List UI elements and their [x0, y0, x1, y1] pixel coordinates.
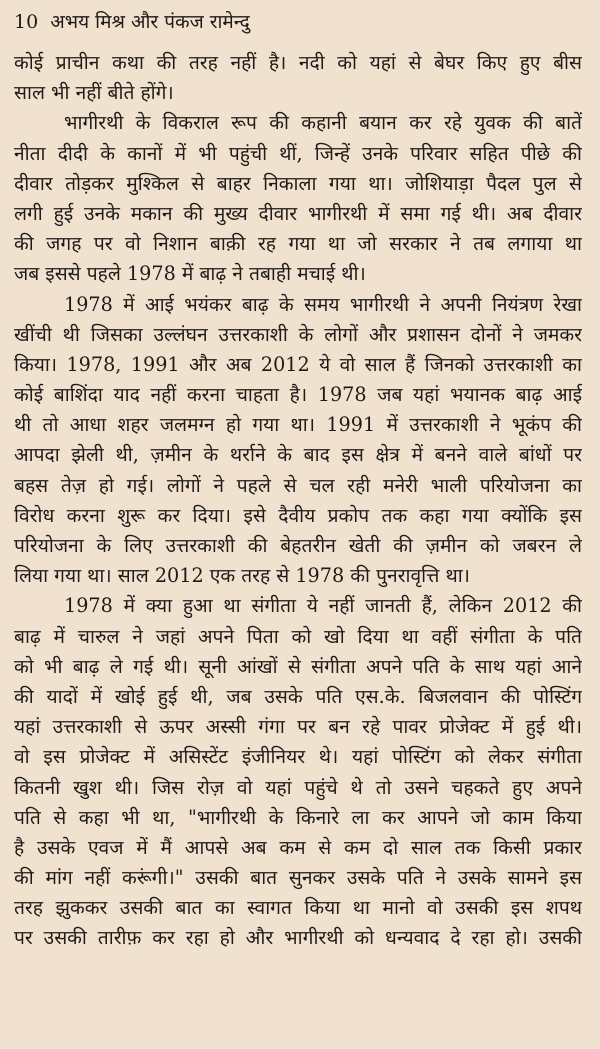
text-line: बाढ़ में चारुल ने जहां अपने पिता को खो दिया था वहीं संगीता के पति	[14, 624, 582, 648]
text-line: लगी हुई उनके मकान की मुख्य दीवार भागीरथी में समा गई थी। अब दीवार	[14, 201, 582, 225]
text-line: की यादों में खोई हुई थी, जब उसके पति एस.के. बिजलवान की पोस्टिंग	[14, 684, 582, 708]
text-line: भागीरथी के विकराल रूप की कहानी बयान कर रहे युवक की बातें	[64, 111, 582, 135]
text-line: नीता दीदी के कानों में भी पहुंची थीं, जिन्हें उनके परिवार सहित पीछे की	[14, 141, 582, 165]
text-line: है उसके एवज में मैं आपसे अब कम से कम दो साल तक किसी प्रकार	[14, 835, 582, 859]
text-line: 1978 में आई भयंकर बाढ़ के समय भागीरथी ने अपनी नियंत्रण रेखा	[64, 292, 582, 316]
text-line: की मांग नहीं करूंगी।" उसकी बात सुनकर उसके पति ने उसके सामने इस	[14, 866, 582, 890]
text-line: कोई प्राचीन कथा की तरह नहीं है। नदी को यहां से बेघर किए हुए बीस	[14, 51, 582, 74]
text-line: किया। 1978, 1991 और अब 2012 ये वो साल हैं जिनको उत्तरकाशी का	[14, 352, 582, 376]
body-text	[14, 48, 582, 954]
text-line: विरोध करना शुरू कर दिया। इसे दैवीय प्रकोप तक कहा गया क्योंकि इस	[14, 503, 582, 527]
text-line: परियोजना के लिए उत्तरकाशी की बेहतरीन खेती की ज़मीन को जबरन ले	[14, 534, 582, 557]
running-header	[14, 8, 582, 48]
text-line: पर उसकी तारीफ़ कर रहा हो और भागीरथी को धन्यवाद दे रहा हो। उसकी	[14, 926, 582, 950]
page-number: 10	[14, 11, 39, 33]
text-line: लिया गया था। साल 2012 एक तरह से 1978 की पुनरावृत्ति था।	[14, 564, 470, 588]
text-line: 1978 में क्या हुआ था संगीता ये नहीं जानती हैं, लेकिन 2012 की	[64, 594, 582, 618]
text-line: खींची थी जिसका उल्लंघन उत्तरकाशी के लोगों और प्रशासन दोनों ने जमकर	[14, 322, 582, 346]
text-line: को भी बाढ़ ले गई थी। सूनी आंखों से संगीता अपने पति के साथ यहां आने	[14, 654, 582, 678]
text-line: जब इससे पहले 1978 में बाढ़ ने तबाही मचाई थी।	[14, 262, 366, 286]
paragraph	[14, 290, 582, 592]
paragraph	[14, 591, 582, 953]
text-line: पति से कहा भी था, "भागीरथी के किनारे ला कर आपने जो काम किया	[14, 805, 582, 829]
text-line: थी तो आधा शहर जलमग्न हो गया था। 1991 में उत्तरकाशी ने भूकंप की	[14, 413, 582, 437]
text-line: की जगह पर वो निशान बाक़ी रह गया था जो सरकार ने तब लगाया था	[14, 232, 582, 256]
text-line: साल भी नहीं बीते होंगे।	[14, 81, 174, 105]
text-line: कोई बाशिंदा याद नहीं करना चाहता है। 1978 जब यहां भयानक बाढ़ आई	[14, 383, 582, 407]
paragraph	[14, 108, 582, 289]
text-line: बहस तेज़ हो गई। लोगों ने पहले से चल रही मनेरी भाली परियोजना का	[14, 473, 582, 497]
text-line: कितनी खुश थी। जिस रोज़ वो यहां पहुंचे थे तो उसने चहकते हुए अपने	[14, 775, 582, 799]
paragraph	[14, 48, 582, 108]
text-line: तरह झुककर उसकी बात का स्वागत किया था मानो वो उसकी इस शपथ	[14, 896, 582, 920]
running-title: अभय मिश्र और पंकज रामेन्दु	[50, 11, 250, 33]
text-line: यहां उत्तरकाशी से ऊपर अस्सी गंगा पर बन रहे पावर प्रोजेक्ट में हुई थी।	[14, 715, 582, 739]
text-line: वो इस प्रोजेक्ट में असिस्टेंट इंजीनियर थे। यहां पोस्टिंग को लेकर संगीता	[14, 745, 582, 769]
text-line: दीवार तोड़कर मुश्किल से बाहर निकाला गया था। जोशियाड़ा पैदल पुल से	[14, 171, 582, 195]
text-line: आपदा झेली थी, ज़मीन के थर्राने के बाद इस क्षेत्र में बनने वाले बांधों पर	[14, 443, 582, 467]
